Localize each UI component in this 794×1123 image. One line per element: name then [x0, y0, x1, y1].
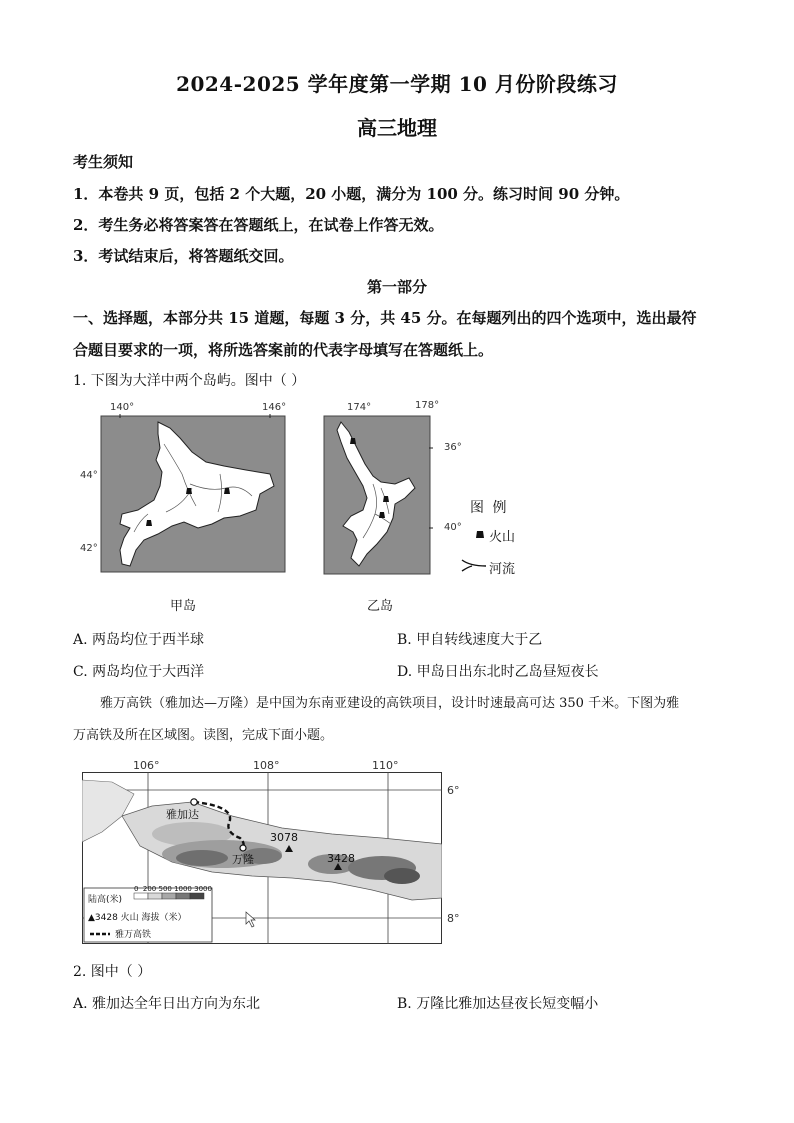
- part1-instruction-line2: 合题目要求的一项，将所选答案前的代表字母填写在答题纸上。: [73, 341, 494, 359]
- legend-railway-item: 雅万高铁: [115, 930, 152, 940]
- city-jakarta-marker: [191, 799, 197, 805]
- map-jia: [100, 414, 286, 574]
- elev-swatch-3000: [190, 893, 204, 899]
- legend-volcano-icon: [474, 528, 486, 540]
- q2-option-a: A. 雅加达全年日出方向为东北: [73, 996, 261, 1012]
- exam-subtitle: 高三地理: [357, 116, 437, 140]
- notice-item-1: 1．本卷共 9 页，包括 2 个大题，20 小题，满分为 100 分。练习时间 90 分钟。: [73, 185, 630, 203]
- passage-line-2: 万高铁及所在区域图。读图，完成下面小题。: [73, 728, 334, 743]
- elev-swatch-200: [148, 893, 162, 899]
- volcano-icon: [224, 488, 230, 494]
- yi-caption: 乙岛: [367, 599, 394, 614]
- elev-title: 陆高(米): [88, 895, 123, 905]
- jia-caption: 甲岛: [170, 599, 197, 614]
- part1-instruction-line1: 一、选择题，本部分共 15 道题，每题 3 分，共 45 分。在每题列出的四个选项中，选出最符: [73, 309, 697, 327]
- q2-option-b: B. 万隆比雅加达昼夜长短变幅小: [397, 996, 599, 1012]
- volcano-icon: [186, 488, 192, 494]
- q1-stem: 1. 下图为大洋中两个岛屿。图中（ ）: [73, 373, 306, 389]
- yi-lon-right: 178°: [415, 400, 440, 411]
- jia-lat-bottom: 42°: [80, 543, 98, 554]
- notice-item-3: 3．考试结束后，将答题纸交回。: [73, 247, 294, 265]
- notice-heading: 考生须知: [73, 153, 134, 171]
- legend-volcano-label: 火山: [489, 530, 516, 545]
- notice-item-2: 2．考生务必将答案答在答题纸上，在试卷上作答无效。: [73, 216, 444, 234]
- q1-option-c: C. 两岛均位于大西洋: [73, 664, 205, 680]
- java-lon-108: 108°: [253, 759, 280, 772]
- elev-swatch-500: [162, 893, 176, 899]
- exam-title: 2024-2025 学年度第一学期 10 月份阶段练习: [176, 72, 618, 96]
- volcano-icon: [350, 438, 356, 444]
- jia-lon-left: 140°: [110, 402, 135, 413]
- yi-lat-bottom: 40°: [444, 522, 462, 533]
- elev-swatch-0: [134, 893, 148, 899]
- q2-stem: 2. 图中（ ）: [73, 964, 152, 980]
- q1-option-d: D. 甲岛日出东北时乙岛昼短夜长: [397, 664, 599, 680]
- legend-river-label: 河流: [489, 562, 516, 577]
- java-lat-6: 6°: [447, 784, 460, 797]
- java-lon-110: 110°: [372, 759, 399, 772]
- q1-option-a: A. 两岛均位于西半球: [73, 632, 205, 648]
- elev-swatch-1000: [176, 893, 190, 899]
- volcano-icon: [379, 512, 385, 518]
- peak-3428-label: 3428: [327, 852, 355, 865]
- peak-3078-label: 3078: [270, 831, 298, 844]
- q1-option-b: B. 甲自转线速度大于乙: [397, 632, 543, 648]
- elev-scale: 0 200 500 1000 3000: [134, 885, 212, 893]
- legend-river-icon: [460, 558, 488, 572]
- passage-line-1: 雅万高铁（雅加达—万隆）是中国为东南亚建设的高铁项目，设计时速最高可达 350 千米。下图为雅: [100, 696, 680, 711]
- yi-lat-top: 36°: [444, 442, 462, 453]
- volcano-icon: [383, 496, 389, 502]
- city-bandung-label: 万隆: [232, 853, 254, 866]
- java-lon-106: 106°: [133, 759, 160, 772]
- volcano-icon: [146, 520, 152, 526]
- city-jakarta-label: 雅加达: [166, 808, 199, 821]
- java-lat-8: 8°: [447, 912, 460, 925]
- map-yi: [323, 414, 435, 576]
- yi-lon-left: 174°: [347, 402, 372, 413]
- part1-heading: 第一部分: [366, 278, 427, 296]
- legend-volcano-item: ▲3428 火山 海拔（米）: [88, 913, 187, 923]
- jia-lat-top: 44°: [80, 470, 98, 481]
- legend-title: 图 例: [470, 500, 509, 516]
- jia-lon-right: 146°: [262, 402, 287, 413]
